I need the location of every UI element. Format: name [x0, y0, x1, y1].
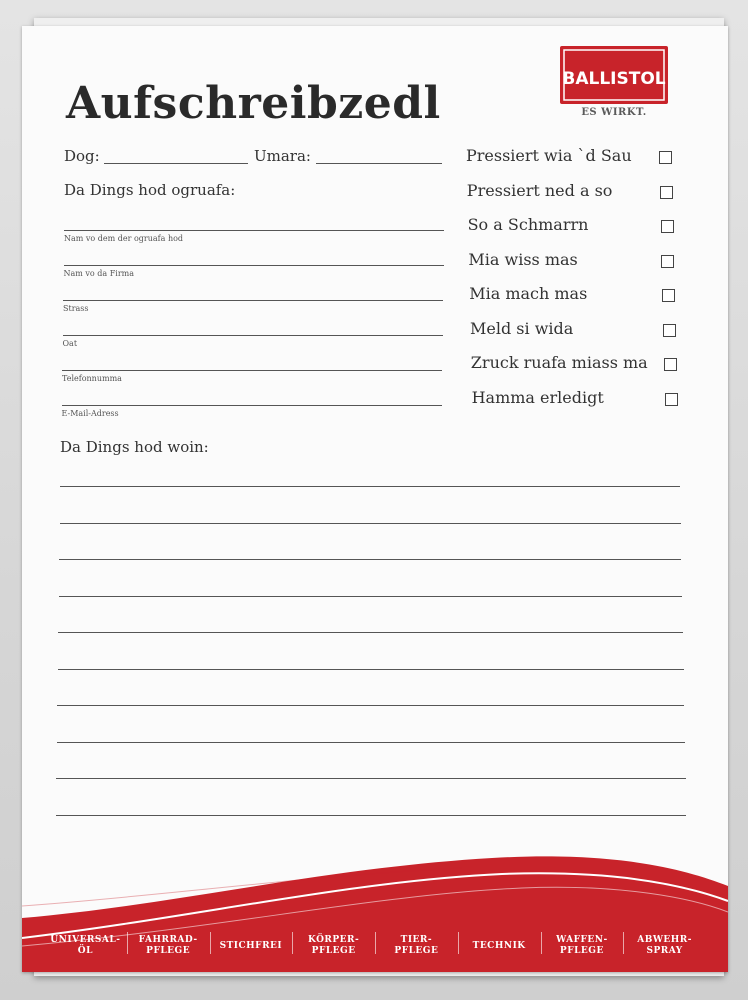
footer-separator	[541, 932, 542, 954]
caller-heading: Da Dings hod ogruafa:	[64, 181, 236, 199]
caller-field-line[interactable]	[62, 405, 442, 406]
footer-product-text: PFLEGE	[146, 946, 191, 956]
priority-checkbox[interactable]	[661, 255, 674, 268]
footer-product	[541, 931, 624, 961]
message-heading: Da Dings hod woin:	[60, 438, 209, 456]
priority-option-label: Pressiert ned a so	[466, 180, 613, 200]
footer-product-text: TIER-	[400, 935, 433, 945]
caller-field-caption: E-Mail-Adress	[61, 409, 119, 418]
footer-product	[292, 931, 375, 961]
caller-field-line[interactable]	[63, 335, 443, 336]
caller-field-caption: Nam vo dem der ogruafa hod	[64, 234, 184, 243]
message-line[interactable]	[58, 632, 683, 633]
footer-separator	[375, 932, 376, 954]
message-line[interactable]	[59, 559, 681, 560]
priority-checkbox[interactable]	[661, 220, 674, 233]
footer-separator	[623, 932, 624, 954]
footer-product-text: SPRAY	[646, 946, 683, 956]
brand-tagline: ES WIRKT.	[581, 107, 647, 118]
footer-product	[44, 931, 127, 961]
priority-checkbox[interactable]	[659, 151, 672, 164]
footer-separator	[292, 932, 293, 954]
priority-option-label: Meld si wida	[470, 318, 574, 338]
priority-option-label: Mia wiss mas	[468, 249, 578, 269]
notepad-sheet	[22, 26, 728, 972]
priority-checkbox[interactable]	[664, 358, 677, 371]
message-line[interactable]	[56, 815, 687, 816]
footer-product-text: ABWEHR-	[637, 935, 693, 945]
caller-field-caption: Nam vo da Firma	[63, 269, 134, 278]
message-line[interactable]	[58, 669, 684, 670]
footer-product	[375, 931, 458, 961]
priority-option-label: So a Schmarrn	[467, 215, 589, 234]
page-title: Aufschreibzedl	[66, 78, 441, 129]
priority-checkbox[interactable]	[663, 324, 676, 337]
footer-separator	[458, 932, 459, 954]
footer-product	[623, 931, 706, 961]
caller-field-line[interactable]	[62, 370, 442, 371]
footer-product-text: PFLEGE	[311, 946, 356, 956]
footer-product-text: STICHFREI	[219, 940, 283, 951]
footer-product-text: KÖRPER-	[308, 935, 360, 945]
message-line[interactable]	[60, 486, 680, 487]
time-label: Umara:	[254, 147, 311, 165]
footer-separator	[210, 932, 211, 954]
priority-checkbox[interactable]	[662, 289, 675, 302]
brand-logo	[558, 42, 670, 108]
footer-product-text: WAFFEN-	[556, 935, 608, 945]
caller-field-caption: Oat	[62, 339, 78, 348]
priority-option-label: Hamma erledigt	[471, 387, 604, 407]
message-line[interactable]	[59, 596, 683, 597]
message-line[interactable]	[57, 742, 685, 743]
priority-option-label: Zruck ruafa miass ma	[470, 353, 648, 372]
footer-product-text: PFLEGE	[394, 946, 439, 956]
message-line[interactable]	[57, 705, 684, 706]
footer-product-text: TECHNIK	[472, 940, 526, 951]
priority-option-label: Pressiert wia `d Sau	[466, 146, 632, 165]
caller-field-line[interactable]	[63, 300, 443, 301]
priority-option-label: Mia mach mas	[469, 284, 588, 303]
date-label: Dog:	[64, 147, 100, 165]
caller-field-caption: Telefonnumma	[62, 374, 122, 383]
time-field[interactable]	[316, 163, 442, 164]
date-field[interactable]	[104, 163, 248, 164]
priority-checkbox[interactable]	[660, 186, 673, 199]
message-line[interactable]	[60, 523, 681, 524]
footer-separator	[127, 932, 128, 954]
footer-product-text: FAHRRAD-	[138, 935, 198, 945]
message-line[interactable]	[56, 778, 686, 779]
footer-product	[210, 931, 293, 961]
priority-checkbox[interactable]	[665, 393, 678, 406]
footer-product	[458, 931, 541, 961]
caller-field-line[interactable]	[64, 265, 444, 266]
caller-field-line[interactable]	[64, 230, 444, 231]
footer-product	[127, 931, 210, 961]
brand-name: BALLISTOL	[562, 69, 666, 89]
footer-product-text: UNIVERSAL-	[50, 935, 121, 945]
footer-product-text: PFLEGE	[559, 946, 604, 956]
footer-product-text: ÖL	[77, 946, 93, 956]
caller-field-caption: Strass	[63, 304, 89, 313]
